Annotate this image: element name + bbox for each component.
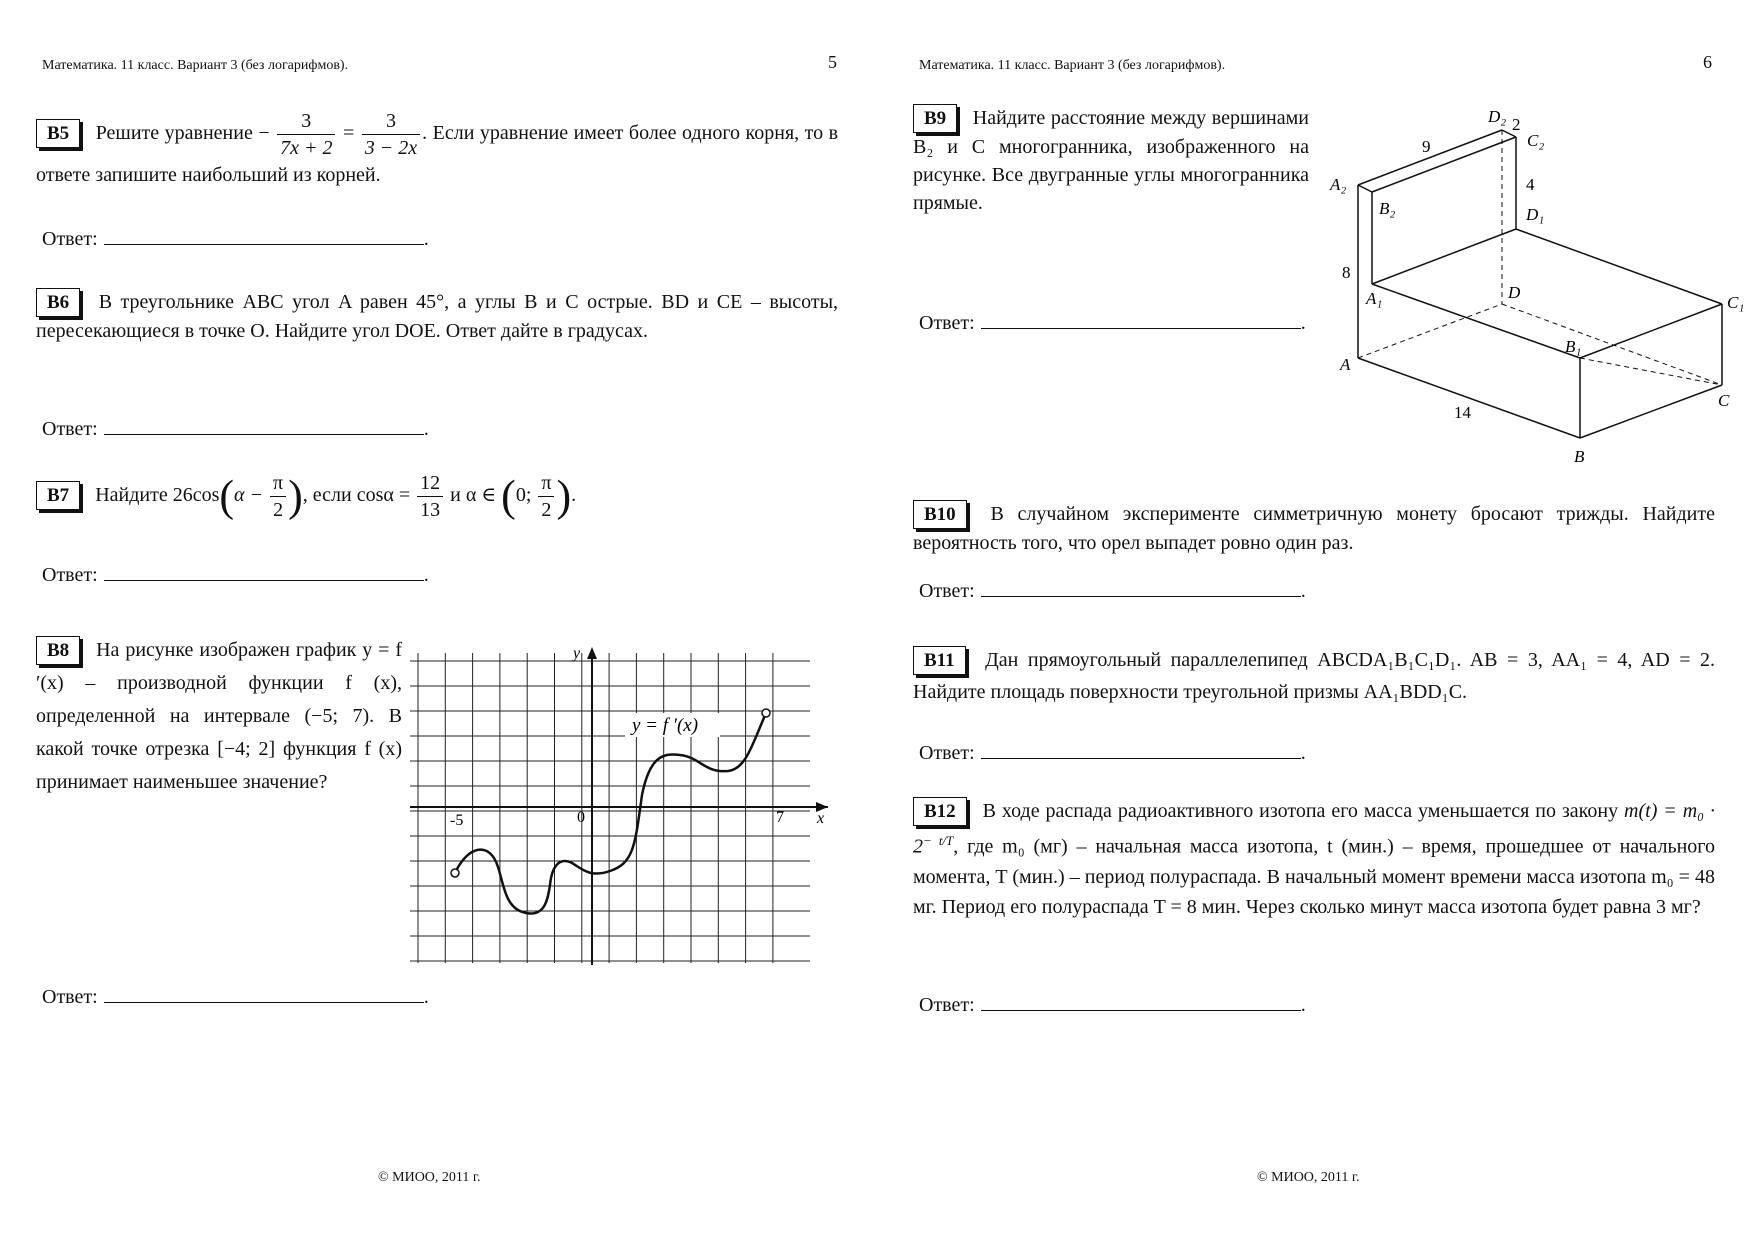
answer-label: Ответ: (919, 742, 975, 764)
formula-exponent: − t/T (923, 833, 954, 848)
answer-field[interactable] (42, 984, 429, 1009)
task-text: Найдите расстояние между вершинами B₂ и C многогранника, изображенного на рисунке. Все двугранные углы многогранника прямые. (913, 107, 1309, 214)
answer-end: . (423, 418, 429, 440)
denominator: 3 − 2x (364, 137, 418, 159)
answer-field[interactable] (919, 310, 1306, 335)
vertex-label: C (1718, 391, 1730, 410)
task-text: . Если уравнение имеет более одного корня, то в ответе запишите наибольший из корней. (36, 122, 839, 186)
answer-line[interactable] (104, 416, 424, 435)
answer-label: Ответ: (919, 312, 975, 334)
fraction (270, 470, 286, 523)
answer-label: Ответ: (42, 986, 98, 1008)
alpha-minus: α − (234, 484, 264, 507)
numerator: π (270, 470, 286, 497)
hidden-edge (1580, 358, 1722, 385)
y-axis-label: y (573, 645, 581, 662)
tick-label-left: -5 (450, 812, 464, 829)
task-label: B5 (36, 119, 80, 148)
open-endpoint-right (762, 709, 770, 717)
page-footer: © МИОО, 2011 г. (378, 1170, 481, 1185)
page-header: Математика. 11 класс. Вариант 3 (без логарифмов). (919, 58, 1226, 73)
numerator: π (538, 470, 554, 497)
answer-label: Ответ: (919, 580, 975, 602)
answer-end: . (1300, 742, 1306, 764)
vertex-label: A₁ (1366, 289, 1383, 308)
denominator: 13 (420, 499, 441, 521)
page-footer: © МИОО, 2011 г. (1257, 1170, 1360, 1185)
answer-end: . (423, 228, 429, 250)
answer-line[interactable] (981, 578, 1301, 597)
polyhedron-figure (1322, 100, 1745, 480)
page-header: Математика. 11 класс. Вариант 3 (без логарифмов). (42, 58, 349, 73)
vertex-label: A₂ (1330, 175, 1347, 194)
numerator: 3 (362, 108, 420, 135)
edge-length: 2 (1512, 115, 1521, 134)
task-label: B10 (913, 500, 967, 529)
answer-end: . (1300, 580, 1306, 602)
answer-end: . (1300, 312, 1306, 334)
answer-line[interactable] (104, 226, 424, 245)
answer-line[interactable] (981, 992, 1301, 1011)
task-label: B11 (913, 646, 966, 675)
vertex-label: A (1340, 355, 1351, 374)
edge-length: 4 (1526, 175, 1535, 194)
task-b6 (36, 288, 838, 345)
task-text: и α ∈ (450, 484, 497, 507)
answer-end: . (423, 564, 429, 586)
page-6 (877, 0, 1754, 1239)
fraction (277, 108, 335, 161)
task-label: B12 (913, 797, 967, 826)
answer-line[interactable] (981, 310, 1301, 329)
curve-label: y = f ′(x) (632, 715, 699, 736)
answer-line[interactable] (981, 740, 1301, 759)
answer-label: Ответ: (42, 418, 98, 440)
fraction (362, 108, 420, 161)
answer-line[interactable] (104, 562, 424, 581)
vertex-label: D (1508, 283, 1521, 302)
task-b12 (913, 796, 1715, 922)
answer-field[interactable] (42, 562, 429, 587)
equals-sign: = (342, 122, 355, 145)
hidden-edge (1358, 304, 1502, 358)
edge (1372, 229, 1516, 284)
task-text: Дан прямоугольный параллелепипед ABCDA₁B₁C₁D₁. AB = 3, AA₁ = 4, AD = 2. Найдите площадь поверхности треугольной призмы AA₁BDD₁C. (913, 649, 1715, 703)
y-axis-arrow (587, 647, 597, 659)
vertex-label: D₂ (1488, 107, 1507, 126)
denominator: 2 (541, 499, 552, 521)
numerator: 12 (417, 470, 443, 497)
edge-length: 14 (1454, 403, 1471, 422)
answer-label: Ответ: (42, 228, 98, 250)
task-b7: B7 Найдите 26cos(α − $\frac{\pi}{2}$ ), если cosα = $\frac{12}{13}$ и α ∈ (0; $\frac{\pi}{2}$ ). (36, 470, 838, 523)
tick-label-right: 7 (776, 809, 784, 826)
curve (455, 713, 766, 914)
vertex-label: C₁ (1727, 293, 1745, 312)
task-label: B7 (36, 481, 80, 510)
vertex-label: B₁ (1565, 337, 1582, 356)
edge (1358, 185, 1372, 192)
vertex-label: B₂ (1379, 199, 1396, 218)
derivative-graph (410, 645, 830, 965)
answer-line[interactable] (104, 984, 424, 1003)
edge (1580, 304, 1722, 358)
task-text: В ходе распада радиоактивного изотопа его масса уменьшается по закону (982, 800, 1619, 822)
task-text: Решите уравнение (95, 122, 253, 145)
answer-field[interactable] (42, 226, 429, 251)
fraction (538, 470, 554, 523)
edge-length: 9 (1422, 137, 1431, 156)
task-b9 (913, 104, 1309, 217)
fraction (417, 470, 443, 523)
answer-end: . (423, 986, 429, 1008)
page-number: 6 (1703, 52, 1712, 72)
task-text: Найдите 26cos (95, 484, 220, 507)
task-label: B8 (36, 636, 80, 665)
interval-start: 0; (515, 484, 532, 507)
tick-label-zero: 0 (577, 809, 585, 826)
denominator: 2 (273, 499, 284, 521)
answer-field[interactable] (919, 992, 1306, 1017)
left-paren: ( (501, 471, 516, 521)
task-label: B6 (36, 288, 80, 317)
task-text: , где m₀ (мг) – начальная масса изотопа, t (мин.) – время, прошедшее от начального момента, T (мин.) – период полураспада. В начальный момент времени масса изотопа m₀ = 48 мг. Период его полураспада T = 8 мин. Через сколько минут масса изотопа будет равна 3 мг? (913, 835, 1715, 918)
task-b5 (36, 108, 838, 189)
right-paren: ) (288, 471, 303, 521)
edge (1358, 358, 1580, 438)
answer-field[interactable] (919, 578, 1306, 603)
answer-label: Ответ: (919, 994, 975, 1016)
left-paren: ( (219, 471, 235, 521)
task-text: , если cosα = (302, 484, 411, 507)
answer-field[interactable] (42, 416, 429, 441)
vertex-label: D₁ (1526, 205, 1545, 224)
formula: m(t) = m₀ · 2 (913, 800, 1716, 858)
task-label: B9 (913, 104, 957, 133)
open-endpoint-left (451, 869, 459, 877)
answer-field[interactable] (919, 740, 1306, 765)
answer-end: . (1300, 994, 1306, 1016)
task-text: На рисунке изображен график y = f ′(x) – производной функции f (x), определенной на интервале (−5; 7). В какой точке отрезка [−4; 2] функция f (x) принимает наименьшее значение? (36, 639, 402, 793)
task-text: В треугольнике ABC угол A равен 45°, а углы B и C острые. BD и CE – высоты, пересекающиеся в точке O. Найдите угол DOE. Ответ дайте в градусах. (36, 291, 839, 342)
x-axis-label: x (817, 810, 825, 827)
page-number: 5 (828, 52, 837, 72)
edge (1580, 385, 1722, 438)
task-b11 (913, 644, 1715, 708)
numerator: 3 (277, 108, 335, 135)
answer-label: Ответ: (42, 564, 98, 586)
edge (1516, 229, 1722, 304)
edge-length: 8 (1342, 263, 1351, 282)
task-b10 (913, 500, 1715, 557)
task-b8 (36, 634, 402, 799)
denominator: 7x + 2 (280, 137, 333, 159)
right-paren: ) (556, 471, 572, 521)
task-text: В случайном эксперименте симметричную монету бросают трижды. Найдите вероятность того, что орел выпадет ровно один раз. (913, 503, 1716, 554)
edge (1372, 137, 1516, 192)
vertex-label: C₂ (1527, 131, 1545, 150)
vertex-label: B (1574, 447, 1585, 466)
minus-sign: − (258, 122, 270, 145)
